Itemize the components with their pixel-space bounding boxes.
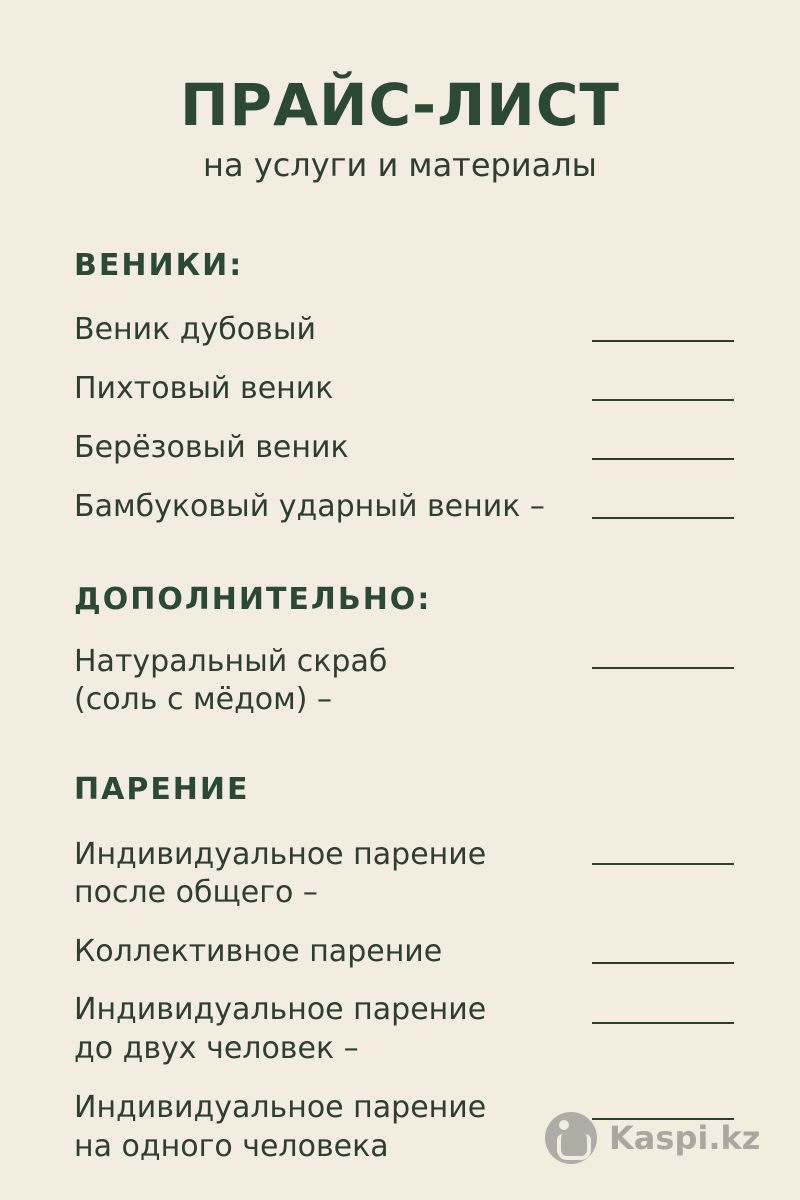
list-item-scrub-line1: Натуральный скраб (74, 644, 388, 679)
section-heading-steaming: ПАРЕНИЕ (74, 772, 250, 807)
price-blank-line (592, 962, 734, 964)
list-item-individual-after-line2: после общего – (74, 875, 318, 910)
list-item-fir-broom: Пихтовый веник (74, 371, 334, 406)
list-item-bamboo-broom: Бамбуковый ударный веник – (74, 489, 545, 524)
list-item-individual-one-line1: Индивидуальное парение (74, 1090, 487, 1125)
kaspi-watermark (545, 1108, 775, 1168)
page-subtitle: на услуги и материалы (203, 146, 597, 184)
section-heading-extra: ДОПОЛНИТЕЛЬНО: (74, 582, 432, 617)
price-blank-line (592, 1022, 734, 1024)
price-blank-line (592, 458, 734, 460)
kaspi-logo-icon (545, 1112, 597, 1164)
list-item-birch-broom: Берёзовый веник (74, 430, 349, 465)
section-heading-brooms: ВЕНИКИ: (74, 248, 244, 283)
price-blank-line (592, 517, 734, 519)
page-title: ПРАЙС-ЛИСТ (180, 71, 620, 139)
price-blank-line (592, 340, 734, 342)
price-blank-line (592, 399, 734, 401)
price-blank-line (592, 667, 734, 669)
watermark-text: Kaspi.kz (609, 1119, 761, 1157)
list-item-individual-after-line1: Индивидуальное парение (74, 837, 487, 872)
list-item-individual-two-line2: до двух человек – (74, 1031, 359, 1066)
list-item-oak-broom: Веник дубовый (74, 312, 317, 347)
list-item-scrub-line2: (соль с мёдом) – (74, 682, 333, 717)
list-item-individual-one-line2: на одного человека (74, 1129, 389, 1164)
list-item-collective: Коллективное парение (74, 934, 443, 969)
list-item-individual-two-line1: Индивидуальное парение (74, 992, 487, 1027)
price-blank-line (592, 863, 734, 865)
